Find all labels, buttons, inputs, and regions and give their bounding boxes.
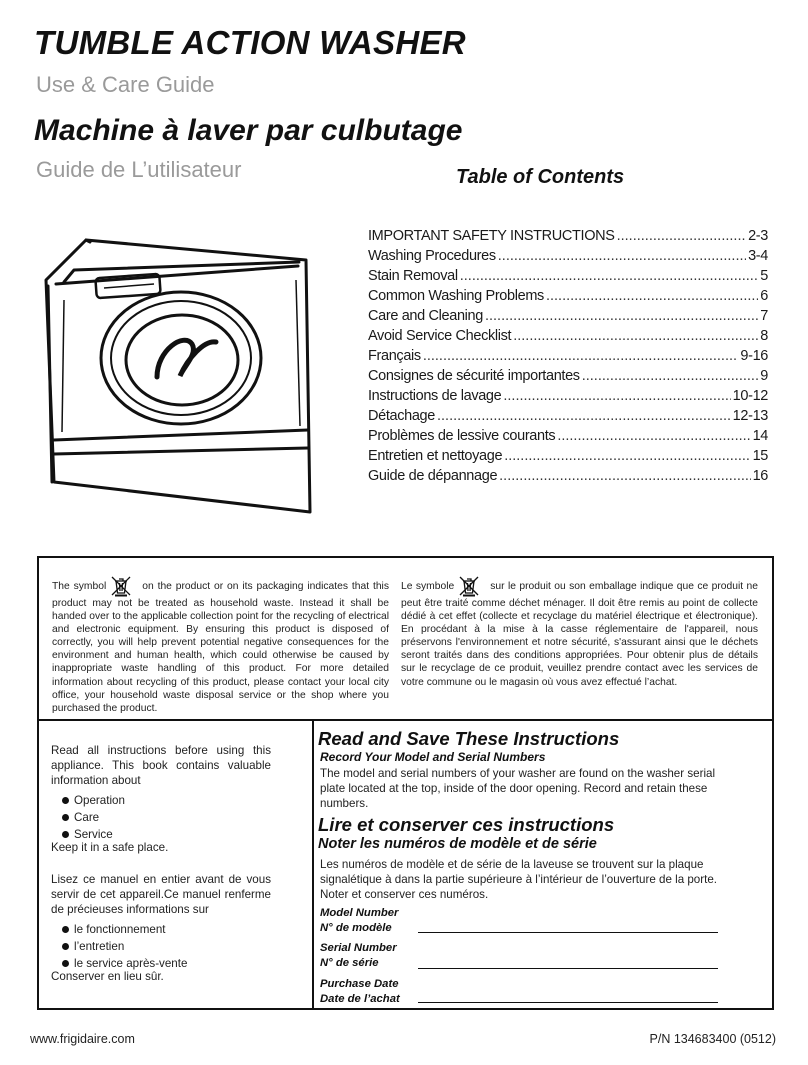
toc-item-page: 6: [760, 288, 768, 304]
list-item: le fonctionnement: [62, 922, 271, 939]
toc-item-label: Entretien et nettoyage: [368, 448, 503, 464]
model-number-label-en: Model Number: [320, 907, 399, 919]
toc-leader-dots: [437, 408, 731, 424]
toc-leader-dots: [617, 228, 746, 244]
toc-item-page: 5: [760, 268, 768, 284]
read-instructions-column: [51, 743, 271, 984]
model-number-label-fr: N° de modèle: [320, 922, 392, 934]
crossed-bin-icon: [110, 575, 132, 597]
toc-item: [368, 388, 768, 408]
toc-item-label: Consignes de sécurité importantes: [368, 368, 580, 384]
table-of-contents: [368, 228, 768, 488]
serial-number-label: [320, 941, 397, 971]
toc-leader-dots: [460, 268, 759, 284]
recycling-notice-french: [401, 575, 758, 689]
toc-item-page: 16: [752, 468, 768, 484]
model-number-line[interactable]: [418, 932, 718, 933]
toc-item-page: 15: [752, 448, 768, 464]
toc-item-page: 9: [760, 368, 768, 384]
title-english: TUMBLE ACTION WASHER: [34, 24, 466, 61]
toc-item: [368, 228, 768, 248]
serial-number-label-en: Serial Number: [320, 942, 397, 954]
washer-illustration: [34, 200, 324, 520]
purchase-date-label-fr: Date de l’achat: [320, 993, 400, 1005]
toc-leader-dots: [499, 468, 750, 484]
list-item: Care: [62, 810, 271, 827]
toc-item-page: 10-12: [732, 388, 768, 404]
toc-item: [368, 408, 768, 428]
toc-leader-dots: [582, 368, 759, 384]
toc-item-label: Stain Removal: [368, 268, 458, 284]
recycling-fr-body: sur le produit ou son emballage indique que ce produit ne peut être traité comme déchet ménager. Il doit être remis au point de collecte dédié à cet effet (collecte et recyclage du matériel électrique et électronique). En procédant à la mise à la casse réglementaire de l'appareil, nous préservons l'environnement et notre sécurité, s'assurant ainsi que le déchets seront traités dans des conditions appropriées. Pour obtenir plus de détails sur le recyclage de ce produit, veuillez prendre contact avec les services de votre commune ou le magasin où vous avez effectué l’achat.: [401, 581, 758, 688]
toc-item: [368, 288, 768, 308]
toc-item: [368, 448, 768, 468]
toc-leader-dots: [504, 448, 750, 464]
toc-leader-dots: [485, 308, 758, 324]
toc-item-page: 8: [760, 328, 768, 344]
toc-item-page: 7: [760, 308, 768, 324]
crossed-bin-icon: [458, 575, 480, 597]
save-heading-english: Read and Save These Instructions: [318, 728, 620, 749]
toc-item: [368, 348, 768, 368]
read-en-list: [51, 793, 271, 844]
purchase-date-label-en: Purchase Date: [320, 978, 399, 990]
toc-leader-dots: [498, 248, 746, 264]
recycling-notice-english: [52, 575, 389, 715]
toc-item-label: Washing Procedures: [368, 248, 496, 264]
list-item: Service: [62, 827, 271, 844]
recycling-fr-lead: Le symbole: [401, 581, 455, 592]
toc-item-page: 14: [752, 428, 768, 444]
toc-leader-dots: [423, 348, 739, 364]
toc-item: [368, 468, 768, 488]
read-en-intro: Read all instructions before using this appliance. This book contains valuable information about: [51, 744, 271, 787]
read-fr-outro: Conserver en lieu sûr.: [51, 970, 164, 983]
toc-item-label: Avoid Service Checklist: [368, 328, 512, 344]
read-fr-list: [51, 922, 271, 973]
list-item: le service après-vente: [62, 956, 271, 973]
toc-item-label: Instructions de lavage: [368, 388, 502, 404]
title-french: Machine à laver par culbutage: [34, 114, 463, 147]
toc-item: [368, 308, 768, 328]
toc-item-label: Problèmes de lessive courants: [368, 428, 556, 444]
toc-item: [368, 368, 768, 388]
toc-leader-dots: [513, 328, 758, 344]
toc-title: Table of Contents: [456, 166, 625, 188]
toc-item-label: Français: [368, 348, 421, 364]
serial-number-label-fr: N° de série: [320, 957, 379, 969]
footer-part-number: P/N 134683400 (0512): [649, 1032, 776, 1046]
toc-item-label: IMPORTANT SAFETY INSTRUCTIONS: [368, 228, 615, 244]
recycling-en-lead: The symbol: [52, 581, 107, 592]
purchase-date-label: [320, 977, 400, 1007]
read-en-outro: Keep it in a safe place.: [51, 841, 169, 854]
toc-item-page: 2-3: [748, 228, 768, 244]
save-heading-french: Lire et conserver ces instructions: [318, 814, 615, 835]
purchase-date-line[interactable]: [418, 1002, 718, 1003]
divider-vertical: [312, 719, 314, 1010]
subtitle-french: Guide de L’utilisateur: [36, 157, 242, 182]
toc-item-label: Common Washing Problems: [368, 288, 544, 304]
model-number-label: [320, 906, 398, 936]
footer-website: www.frigidaire.com: [30, 1032, 135, 1046]
toc-item: [368, 248, 768, 268]
serial-number-line[interactable]: [418, 968, 718, 969]
toc-item-page: 9-16: [740, 348, 768, 364]
toc-item: [368, 268, 768, 288]
toc-item-label: Détachage: [368, 408, 435, 424]
list-item: l’entretien: [62, 939, 271, 956]
toc-leader-dots: [503, 388, 730, 404]
toc-leader-dots: [546, 288, 758, 304]
toc-item-page: 3-4: [748, 248, 768, 264]
subtitle-english: Use & Care Guide: [36, 72, 215, 97]
toc-item: [368, 428, 768, 448]
toc-item-label: Care and Cleaning: [368, 308, 483, 324]
save-subheading-english: Record Your Model and Serial Numbers: [320, 750, 546, 764]
divider-horizontal: [37, 719, 774, 721]
save-body-french: Les numéros de modèle et de série de la laveuse se trouvent sur la plaque signalétique à dans la partie supérieure à l’intérieur de l’ouverture de la porte. Noter et conserver ces numéros.: [320, 858, 718, 901]
toc-item: [368, 328, 768, 348]
read-fr-intro: Lisez ce manuel en entier avant de vous servir de cet appareil.Ce manuel renferme de précieuses informations sur: [51, 873, 271, 916]
save-body-english: The model and serial numbers of your washer are found on the washer serial plate located at the top, inside of the door opening. Record and retain these numbers.: [320, 767, 716, 810]
toc-item-page: 12-13: [732, 408, 768, 424]
recycling-en-body: on the product or on its packaging indicates that this product may not be treated as household waste. Instead it shall be handed over to the applicable collection point for the recycling of electrical and electronic equipment. By ensuring this product is disposed of correctly, you will help prevent potential negative consequences for the environment and human health, which could otherwise be caused by inappropriate waste handling of this product. For more detailed information about recycling of this product, please contact your local city office, your household waste disposal service or the shop where you purchased the product.: [52, 581, 389, 714]
list-item: Operation: [62, 793, 271, 810]
toc-leader-dots: [557, 428, 750, 444]
save-subheading-french: Noter les numéros de modèle et de série: [318, 836, 597, 852]
toc-item-label: Guide de dépannage: [368, 468, 498, 484]
